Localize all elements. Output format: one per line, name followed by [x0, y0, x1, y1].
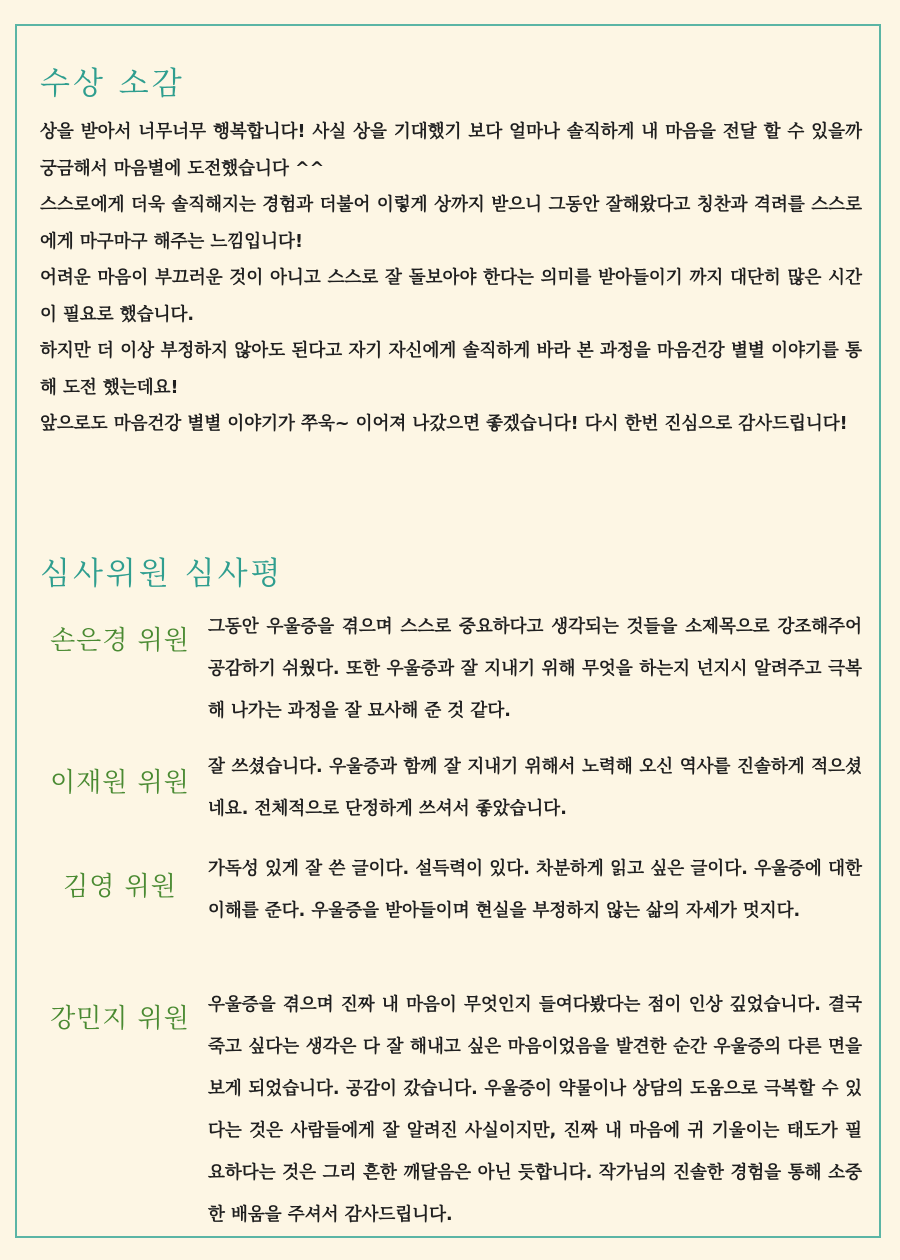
- award-paragraph: 하지만 더 이상 부정하지 않아도 된다고 자기 자신에게 솔직하게 바라 본 과정을 마음건강 별별 이야기를 통해 도전 했는데요!: [40, 341, 862, 398]
- award-paragraph: 앞으로도 마음건강 별별 이야기가 쭈욱~ 이어져 나갔으면 좋겠습니다! 다시 한번 진심으로 감사드립니다!: [40, 414, 848, 434]
- award-paragraph: 스스로에게 더욱 솔직해지는 경험과 더불어 이렇게 상까지 받으니 그동안 잘해왔다고 칭찬과 격려를 스스로에게 마구마구 해주는 느낌입니다!: [40, 195, 862, 252]
- judge-name: 손은경 위원: [50, 626, 190, 656]
- judge-comment: 우울증을 겪으며 진짜 내 마음이 무엇인지 들여다봤다는 점이 인상 깊었습니다. 결국 죽고 싶다는 생각은 다 잘 해내고 싶은 마음이었음을 발견한 순간 우울증의 다른 면을 보게 되었습니다. 공감이 갔습니다. 우울증이 약물이나 상담의 도움으로 극복할 수 있다는 것은 사람들에게 잘 알려진 사실이지만, 진짜 내 마음에 귀 기울이는 태도가 필요하다는 것은 그리 흔한 깨달음은 아닌 듯합니다. 작가님의 진솔한 경험을 통해 소중한 배움을 주셔서 감사드립니다.: [208, 995, 862, 1225]
- award-speech-title: 수상 소감: [40, 66, 185, 102]
- judge-comment: 그동안 우울증을 겪으며 스스로 중요하다고 생각되는 것들을 소제목으로 강조해주어 공감하기 쉬웠다. 또한 우울증과 잘 지내기 위해 무엇을 하는지 넌지시 알려주고 극복해 나가는 과정을 잘 묘사해 준 것 같다.: [208, 617, 862, 721]
- judge-name: 김영 위원: [63, 872, 177, 902]
- judge-name: 이재원 위원: [50, 768, 190, 798]
- judge-name: 강민지 위원: [50, 1004, 190, 1034]
- judge-comment: 가독성 있게 잘 쓴 글이다. 설득력이 있다. 차분하게 읽고 싶은 글이다. 우울증에 대한 이해를 준다. 우울증을 받아들이며 현실을 부정하지 않는 삶의 자세가 멋지다.: [208, 859, 862, 921]
- judges-review-title: 심사위원 심사평: [40, 556, 284, 592]
- award-paragraph: 상을 받아서 너무너무 행복합니다! 사실 상을 기대했기 보다 얼마나 솔직하게 내 마음을 전달 할 수 있을까 궁금해서 마음별에 도전했습니다 ^^: [40, 122, 862, 179]
- award-paragraph: 어려운 마음이 부끄러운 것이 아니고 스스로 잘 돌보아야 한다는 의미를 받아들이기 까지 대단히 많은 시간이 필요로 했습니다.: [40, 268, 862, 325]
- award-speech-body: [40, 114, 862, 443]
- judge-comment: 잘 쓰셨습니다. 우울증과 함께 잘 지내기 위해서 노력해 오신 역사를 진솔하게 적으셨네요. 전체적으로 단정하게 쓰셔서 좋았습니다.: [208, 757, 862, 819]
